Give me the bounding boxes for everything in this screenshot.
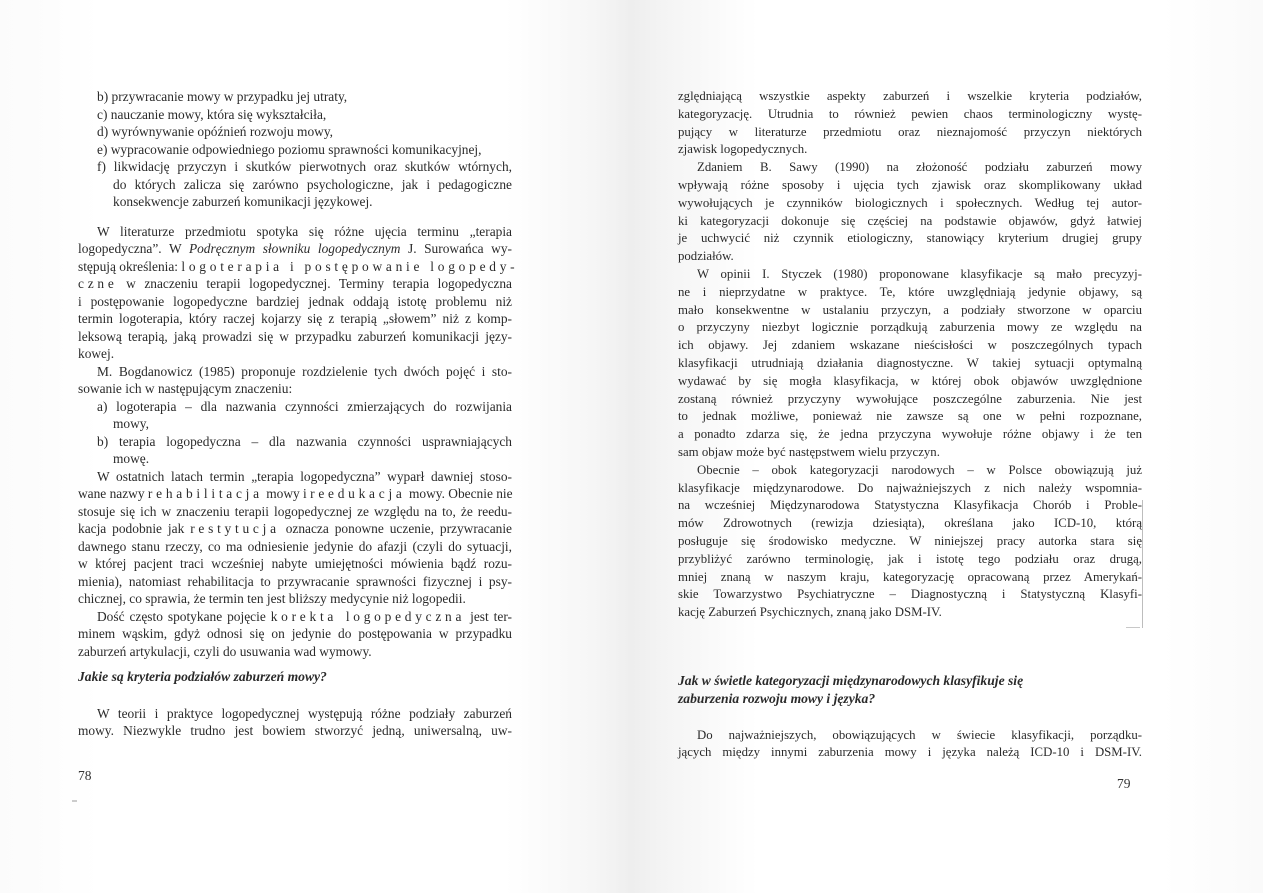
spaced-term: restytucja [190,521,280,536]
text-segment: stępują określenia: [78,258,182,274]
text-line [78,141,512,159]
text-segment: posługuje się środowisko medyczne. W niniejszej pracy autorka stara się [678,533,1142,548]
text-line [78,468,512,486]
text-line [678,106,1142,124]
text-line [678,551,1142,569]
spaced-term: korekta logopedyczna [270,608,466,624]
text-segment: sowanie ich w następującym znaczeniu: [78,381,293,396]
text-line [78,608,512,626]
text-line [678,177,1142,195]
text-line [78,176,512,194]
text-line [678,444,1142,462]
text-line [78,380,512,398]
text-line [678,302,1142,320]
page-number-left: 78 [78,768,92,783]
text-line [78,240,512,258]
section-heading [78,668,512,686]
spaced-term: reedukacja [310,486,406,501]
text-line [678,248,1142,266]
text-segment: to jednak możliwe, ponieważ nie zawsze są one w pełni rozpoznane, [678,409,1142,424]
paragraph [678,462,1142,622]
paragraph [78,223,519,363]
text-line [678,391,1142,409]
paragraph [78,608,512,661]
text-segment: logopedyczna”. W [78,241,189,256]
bullet-list [78,88,512,211]
left-page-text [78,88,519,740]
text-segment: w której pacjent traci wcześniej nabyte umiejętności mówienia bądź rozu- [78,556,512,571]
text-segment: Zdaniem B. Sawy (1990) na złożoność podziału zaburzeń mowy [697,160,1142,175]
text-segment: oznacza ponowne uczenie, przywracanie [279,521,512,536]
text-segment: W opinii I. Styczek (1980) proponowane klasyfikacje są mało precyzyj- [697,266,1142,281]
text-segment: kowej. [78,346,115,361]
paragraph [678,266,1142,462]
spaced-term: logoterapia i postępowanie logopedy- [181,258,519,274]
text-line [78,643,512,661]
text-segment: Jakie są kryteria podziałów zaburzeń mowy? [78,669,327,684]
text-line [78,485,512,503]
scan-smudge-mark [72,800,77,802]
text-segment: skie Towarzystwo Psychiatryczne – Diagnostyczną i Statystyczną Klasyfi- [678,587,1142,602]
text-segment: W ostatnich latach termin „terapia logopedyczna” wyparł dawniej stoso- [97,468,512,484]
text-line [678,355,1142,373]
text-segment: wydawać by się mogła klasyfikacja, w której obok objawów uwzględnione [678,373,1142,388]
page-number-right: 79 [1117,776,1131,791]
text-line [78,668,512,686]
text-line [678,266,1142,284]
text-segment: o przyczyny niezbyt logicznie porządkują zaburzenia mowy ze względu na [678,320,1142,335]
text-line [78,293,512,311]
text-line [78,520,512,538]
text-segment: ki kategoryzacji dokonuje się częściej na podstawie objawów, gdyż łatwiej [678,213,1142,228]
text-line [78,590,512,608]
text-segment: zaburzenia rozwoju mowy i języka? [678,690,876,706]
text-line [678,159,1142,177]
text-segment: J. Surowańca wy- [400,241,512,256]
text-segment: b) terapia logopedyczna – dla nazwania czynności usprawniających [97,433,512,449]
text-line [78,258,519,276]
text-segment: Jak w świetle kategoryzacji międzynarodowych klasyfikuje się [678,672,1024,688]
text-line [78,158,512,176]
text-segment: kategoryzację. Utrudnia to również pewien chaos terminologiczny wystę- [678,106,1142,121]
text-segment: ne i nieprzydatne w praktyce. Te, które uwzględniają jedynie objawy, są [678,284,1142,299]
text-line [678,533,1142,551]
text-line [678,337,1142,355]
text-line [678,88,1142,106]
text-segment: a) logoterapia – dla nazwania czynności zmierzających do rozwijania [97,398,512,414]
text-line [678,141,1142,159]
text-segment: klasyfikacje międzynarodowe. Do najważniejszych z nich należy wspomnia- [678,480,1142,495]
text-segment: e) wypracowanie odpowiedniego poziomu sprawności komunikacyjnej, [97,141,482,157]
text-line [678,497,1142,515]
text-line [78,123,512,141]
text-segment: do których zalicza się zarówno psychologiczne, jak i pedagogiczne [113,176,512,192]
text-line [678,124,1142,142]
text-segment: M. Bogdanowicz (1985) proponuje rozdzielenie tych dwóch pojęć i sto- [97,363,512,379]
text-segment: zględniającą wszystkie aspekty zaburzeń i wszelkie kryteria podziałów, [678,89,1142,103]
text-segment: leksową terapią, jaką prowadzi się w przypadku zaburzeń komunikacji języ- [78,328,512,344]
text-segment: zostaną również przyczyny wywołujące poszczególne zaburzenia. Nie jest [678,391,1142,406]
text-line [78,625,512,643]
text-segment: na wcześniej Międzynarodowa Statystyczna Klasyfikacja Chorób i Proble- [678,498,1142,513]
text-segment: wpływają różne sposoby i ujęcia tych zjawisk oraz skomplikowany układ [678,177,1142,192]
text-segment: konsekwencje zaburzeń komunikacji językowej. [113,194,373,209]
italic-title: Podręcznym słowniku logopedycznym [188,241,401,256]
text-segment: kację Zaburzeń Psychicznych, znaną jako DSM-IV. [678,605,942,620]
text-segment: d) wyrównywanie opóźnień rozwoju mowy, [97,124,334,139]
text-segment: je uchwycić niż czynnik etiologiczny, stanowiący kryterium drugiej grupy [678,231,1142,246]
text-segment: c) nauczanie mowy, która się wykształciła, [97,106,327,122]
text-segment: mowy, [113,416,149,431]
text-line [78,450,512,468]
text-line [78,88,512,106]
text-line [678,727,1142,745]
text-segment: Obecnie – obok kategoryzacji narodowych – w Polsce obowiązują już [697,462,1142,477]
text-line [78,275,512,293]
text-segment: wywołujących je czynników biologicznych i społecznych. Według tej autor- [678,195,1142,210]
text-line [78,193,512,211]
text-line [678,408,1142,426]
paragraph [78,705,512,740]
text-line [678,195,1142,213]
text-line [678,373,1142,391]
text-segment: jących między innymi zaburzenia mowy i języka należą ICD-10 i DSM-IV. [678,745,1142,760]
text-line [78,223,512,241]
text-segment: ich objawy. Jej zdaniem wskazane nieścisłości w poszczególnych typach [678,338,1142,353]
text-line [78,722,512,740]
text-segment: mowy i [262,486,311,501]
right-page-text [678,88,1142,762]
text-line [678,586,1142,604]
text-segment: W literaturze przedmiotu spotyka się różne ujęcia terminu „terapia [97,223,512,239]
paragraph [678,727,1142,763]
text-line [678,284,1142,302]
text-segment: klasyfikacji utrudniają działania diagnostyczne. W takiej sytuacji optymalną [678,355,1142,370]
text-line [78,328,512,346]
text-line [678,480,1142,498]
spaced-term: czne [78,276,118,291]
text-segment: pujący w literaturze przedmiotu oraz nieznajomość przyczyn niektórych [678,124,1142,139]
text-segment: stosuje się ich w znaczeniu terapii logopedycznej ze względu na to, że reedu- [78,503,512,519]
text-line [678,672,1142,690]
spaced-term: rehabilitacja [147,486,263,501]
text-line [678,690,1142,708]
text-segment: jest ter- [465,608,512,624]
text-line [78,398,512,416]
text-segment: podziałów. [678,249,734,264]
text-segment: mowę. [113,451,150,466]
text-line [678,569,1142,587]
text-segment: Dość często spotykane pojęcie [97,608,271,624]
text-line [78,538,512,556]
text-line [78,503,512,521]
text-line [78,555,512,573]
paragraph [678,88,1142,159]
text-segment: b) przywracanie mowy w przypadku jej utraty, [97,89,348,104]
text-line [78,106,512,124]
text-segment: mienia), natomiast rehabilitacja to przywracanie sprawności fizycznej i psy- [78,573,512,589]
text-segment: a ponadto zdarza się, że jedna przyczyna wywołuje różne objawy i że ten [678,427,1142,442]
text-segment: minem wąskim, gdyż odnosi się on jedynie do postępowania w przypadku [78,626,512,641]
text-segment: i postępowanie logopedyczne bardziej jednak oddają istotę problemu niż [78,293,512,309]
paragraph [78,468,512,608]
text-segment: kacja podobnie jak [78,521,191,536]
text-segment: przybliżyć zarówno terminologię, jak i istotę tego podziału oraz drugą, [678,551,1142,566]
text-line [78,705,512,723]
text-line [678,462,1142,480]
text-segment: dawnego stanu rzeczy, co ma odniesienie jedynie do afazji (czyli do sytuacji, [78,538,512,554]
text-line [78,415,512,433]
text-segment: sam objaw może być następstwem wielu przyczyn. [678,444,940,459]
text-line [678,426,1142,444]
text-segment: zaburzeń artykulacji, czyli do usuwania wad wymowy. [78,643,372,659]
text-line [678,604,1142,622]
text-line [78,363,512,381]
text-segment: chicznej, co sprawia, że termin ten jest bliższy medycynie niż logopedii. [78,591,466,606]
text-line [678,230,1142,248]
text-line [678,213,1142,231]
paragraph [78,363,512,468]
text-line [678,319,1142,337]
text-segment: Do najważniejszych, obowiązujących w świecie klasyfikacji, porządku- [697,727,1142,742]
text-segment: mało konsekwentne w ustalaniu przyczyn, a podziały stworzone w oparciu [678,302,1142,317]
text-line [78,573,512,591]
paragraph [678,159,1142,266]
text-line [78,345,512,363]
text-line [78,310,512,328]
pencil-bracket-mark [1140,500,1143,628]
text-segment: w znaczeniu terapii logopedycznej. Terminy terapia logopedyczna [117,276,512,291]
text-segment: f) likwidację przyczyn i skutków pierwotnych oraz skutków wtórnych, [97,159,512,174]
text-line [678,744,1142,762]
text-segment: wane nazwy [78,486,148,501]
text-segment: mowy. Obecnie nie [405,486,513,501]
text-segment: W teorii i praktyce logopedycznej występują różne podziały zaburzeń [97,705,512,721]
text-line [678,515,1142,533]
text-segment: mowy. Niezwykle trudno jest bowiem stworzyć jedną, uniwersalną, uw- [78,723,512,738]
text-segment: zjawisk logopedycznych. [678,142,808,157]
text-segment: mów Zdrowotnych (rewizja dziesiąta), określana jako ICD-10, którą [678,516,1142,531]
text-segment: termin logoterapia, który raczej kojarzy się z terapią „słowem” niż z komp- [78,311,512,326]
section-heading [678,672,1142,708]
text-segment: mniej znaną w naszym kraju, kategoryzację opracowaną przez Amerykań- [678,569,1142,584]
text-line [78,433,512,451]
